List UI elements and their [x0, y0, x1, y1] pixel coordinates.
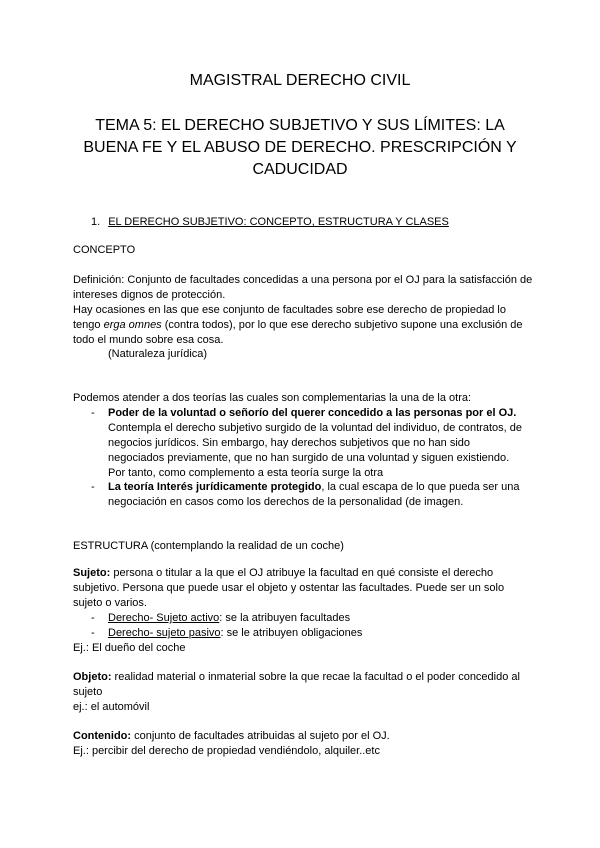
naturaleza-note: (Naturaleza jurídica): [108, 348, 208, 360]
sujeto-activo-label: Derecho- Sujeto activo: [108, 612, 220, 624]
bullet-dash: -: [91, 612, 95, 624]
document-title: MAGISTRAL DERECHO CIVIL: [189, 72, 411, 89]
contenido-paragraph: Contenido: conjunto de facultades atribuidas al sujeto por el OJ.: [73, 730, 390, 742]
sujeto-paragraph: Sujeto: persona o titular a la que el OJ atribuye la facultad en qué consiste el derecho subjetivo. Persona que puede usar el objeto y ostentar las facultades. Puede ser un solo sujeto o varios.: [73, 567, 505, 609]
teoria2-title: La teoría Interés jurídicamente protegido: [108, 481, 322, 493]
section-number: 1.: [91, 216, 101, 228]
contenido-example: Ej.: percibir del derecho de propiedad vendiéndolo, alquiler..etc: [73, 745, 380, 757]
sujeto-pasivo-label: Derecho- sujeto pasivo: [108, 627, 221, 639]
section-title: EL DERECHO SUBJETIVO: CONCEPTO, ESTRUCTURA Y CLASES: [108, 216, 449, 228]
document-page: MAGISTRAL DERECHO CIVIL TEMA 5: EL DERECHO SUBJETIVO Y SUS LÍMITES: LA BUENA FE Y EL ABUSO DE DERECHO. PRESCRIPCIÓN Y CADUCIDAD 1. EL DERECHO SUBJETIVO: CONCEPTO, ESTRUCTURA Y CLASES CONCEPTO Definición: Conjunto de facultades concedidas a una persona por el OJ para la satisfacción de intereses dignos de protección. Hay ocasiones en las que ese conjunto de facultades sobre ese derecho de propiedad lo tengo erga omnes (contra todos), por lo que ese derecho subjetivo supone una exclusión de todo el mundo sobre esa cosa. (Naturaleza jurídica) Podemos atender a dos teorías las cuales son complementarias la una de la otra: - Poder de la voluntad o señorío del querer concedido a las personas por el OJ. Contempla el derecho subjetivo surgido de la voluntad del individuo, de contratos, de negocios jurídicos. Sin embargo, hay derechos subjetivos que no han sido negociados previamente, que no han surgido de una voluntad y siguen existiendo. Por tanto, como complemento a esta teoría surge la otra - La teoría Interés jurídicamente protegido, la cual escapa de lo que pueda ser una negociación en casos como los derechos de la personalidad (de imagen. ESTRUCTURA (contemplando la realidad de un coche) Sujeto: persona o titular a la que el OJ atribuye la facultad en qué consiste el derecho subjetivo. Persona que puede usar el objeto y ostentar las facultades. Puede ser un solo sujeto o varios. - Derecho- Sujeto activo: se la atribuyen facultades - Derecho- sujeto pasivo: se le atribuyen obligaciones Ej.: El dueño del coche Objeto: realidad material o inmaterial sobre la que recae la facultad o el poder concedido al sujeto ej.: el automóvil Contenido: conjunto de facultades atribuidas al sujeto por el OJ. Ej.: percibir del derecho de propiedad vendiéndolo, alquiler..etc: [0, 0, 600, 848]
section-heading: [91, 215, 449, 230]
teorias-intro: Podemos atender a dos teorías las cuales son complementarias la una de la otra:: [73, 392, 472, 404]
contenido-label: Contenido:: [73, 730, 132, 742]
concepto-heading: CONCEPTO: [73, 244, 136, 256]
erga-omnes-term: erga omnes: [103, 319, 162, 331]
estructura-heading: ESTRUCTURA (contemplando la realidad de un coche): [73, 540, 344, 552]
sujeto-label: Sujeto:: [73, 567, 111, 579]
topic-title: TEMA 5: EL DERECHO SUBJETIVO Y SUS LÍMITES: LA BUENA FE Y EL ABUSO DE DERECHO. PRESCRIPCIÓN Y CADUCIDAD: [83, 117, 517, 178]
objeto-example: ej.: el automóvil: [73, 701, 150, 713]
teoria1-title: Poder de la voluntad o señorío del querer concedido a las personas por el OJ.: [108, 407, 517, 419]
objeto-paragraph: Objeto: realidad material o inmaterial sobre la que recae la facultad o el poder concedido al sujeto: [73, 671, 520, 698]
bullet-dash: -: [91, 481, 95, 493]
erga-omnes-paragraph: Hay ocasiones en las que ese conjunto de facultades sobre ese derecho de propiedad lo tengo erga omnes (contra todos), por lo que ese derecho subjetivo supone una exclusión de todo el mundo sobre esa cosa.: [73, 304, 523, 346]
definition-paragraph: Definición: Conjunto de facultades concedidas a una persona por el OJ para la satisfacción de intereses dignos de protección.: [73, 274, 533, 301]
sujeto-example: Ej.: El dueño del coche: [73, 642, 186, 654]
bullet-dash: -: [91, 407, 95, 419]
bullet-dash: -: [91, 627, 95, 639]
objeto-label: Objeto:: [73, 671, 112, 683]
